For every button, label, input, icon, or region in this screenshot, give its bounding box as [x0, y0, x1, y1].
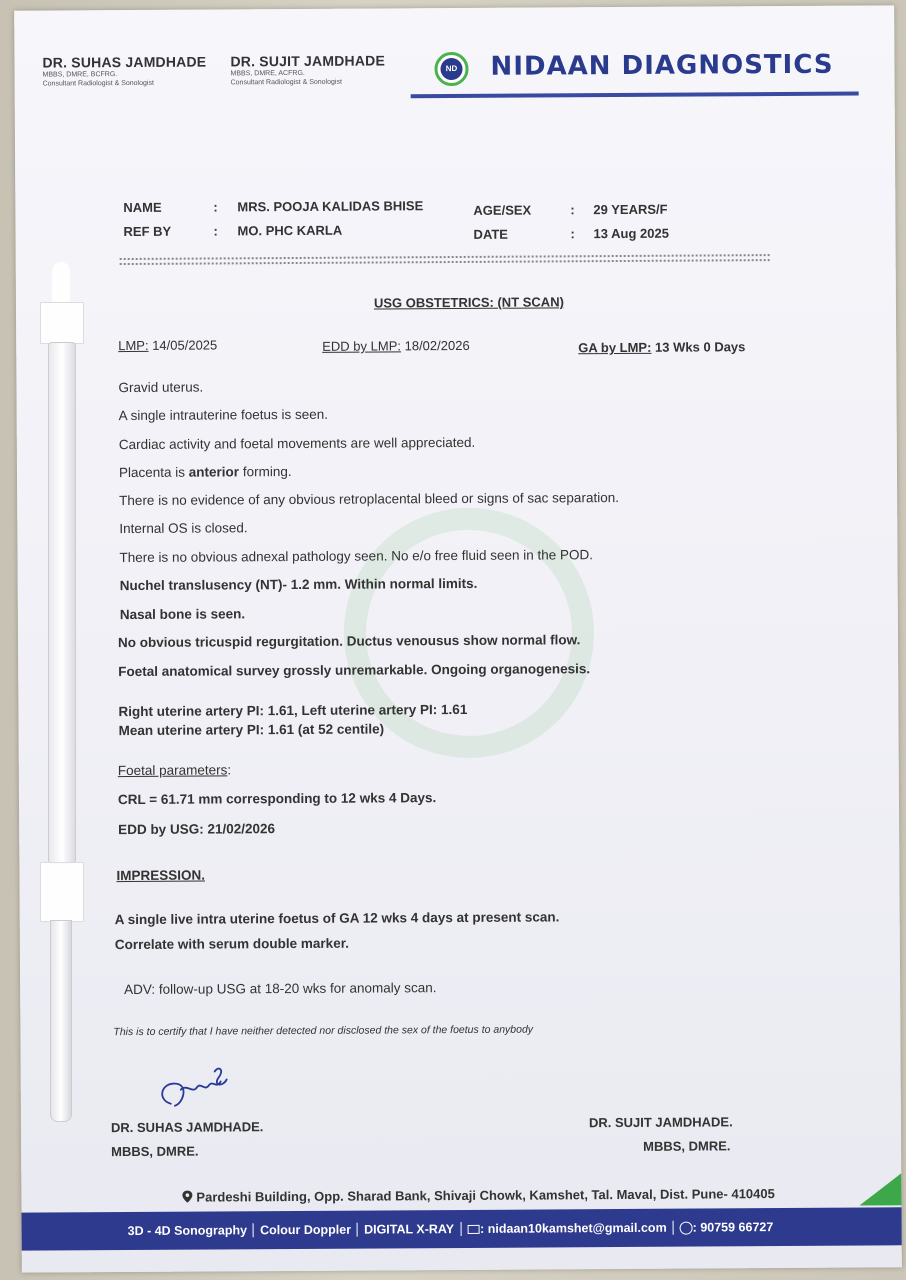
- info-divider-2: [120, 259, 770, 265]
- clip-bottom-prong: [50, 920, 72, 1122]
- corner-accent: [859, 1173, 901, 1205]
- edd-lmp-label: EDD by LMP:: [322, 338, 402, 354]
- service-item: Colour Doppler: [260, 1222, 352, 1238]
- date-colon: :: [570, 226, 575, 242]
- foetal-params-heading: [118, 762, 231, 778]
- signature-drawing: [153, 1059, 243, 1120]
- name-label: NAME: [123, 199, 162, 216]
- report-title: USG OBSTETRICS: (NT SCAN): [373, 294, 564, 311]
- agesex-label: AGE/SEX: [473, 202, 532, 218]
- ga-lmp-field: [578, 339, 745, 355]
- mail-icon: [467, 1224, 479, 1233]
- logo-text: ND: [440, 58, 462, 80]
- ga-lmp-value: 13 Wks 0 Days: [654, 339, 746, 355]
- advice-line: ADV: follow-up USG at 18-20 wks for anomaly scan.: [124, 980, 437, 998]
- finding-line: Internal OS is closed.: [119, 520, 248, 537]
- clip-top-tip: [52, 262, 70, 302]
- edd-lmp-field: [322, 338, 470, 354]
- brand-name: NIDAAN DIAGNOSTICS: [490, 49, 834, 82]
- ref-colon: :: [213, 223, 218, 239]
- clip-top-cap: [40, 302, 84, 344]
- nt-line: Nuchel translusency (NT)- 1.2 mm. Within normal limits.: [119, 575, 478, 594]
- doctor1-block: [42, 54, 206, 89]
- header-rule: [411, 92, 859, 99]
- uterine-artery-line2: Mean uterine artery PI: 1.61 (at 52 centile): [118, 721, 385, 739]
- finding-line: Gravid uterus.: [118, 379, 204, 396]
- patient-name: MRS. POOJA KALIDAS BHISE: [237, 198, 424, 215]
- separator: [673, 1221, 674, 1235]
- finding-line: Nasal bone is seen.: [119, 606, 246, 623]
- doctor1-degrees: MBBS, DMRE, BCFRG.: [42, 71, 118, 79]
- ref-value: MO. PHC KARLA: [237, 222, 343, 239]
- separator: [253, 1223, 254, 1237]
- clip-bottom-cap: [40, 862, 84, 922]
- uterine-artery-line1: Right uterine artery PI: 1.61, Left uterine artery PI: 1.61: [118, 701, 468, 720]
- finding-line: There is no evidence of any obvious retroplacental bleed or signs of sac separation.: [119, 490, 619, 509]
- footer-bar: [21, 1207, 901, 1250]
- lmp-value: 14/05/2025: [152, 337, 218, 353]
- agesex-value: 29 YEARS/F: [593, 201, 668, 218]
- report-page: [14, 5, 902, 1272]
- file-clip-strip: [34, 262, 90, 1122]
- left-signatory-name: DR. SUHAS JAMDHADE.: [110, 1119, 264, 1136]
- separator: [357, 1223, 358, 1237]
- left-signatory-degree: MBBS, DMRE.: [111, 1143, 199, 1160]
- finding-line: Foetal anatomical survey grossly unremarkable. Ongoing organogenesis.: [118, 661, 591, 680]
- finding-line: A single intrauterine foetus is seen.: [118, 406, 329, 424]
- lmp-label: LMP:: [118, 337, 149, 354]
- phone-text: : 90759 66727: [692, 1220, 774, 1235]
- phone-icon: [680, 1221, 693, 1234]
- address-text: Pardeshi Building, Opp. Sharad Bank, Shivaji Chowk, Kamshet, Tal. Maval, Dist. Pune- 410405: [196, 1186, 775, 1205]
- placenta-position: anterior: [188, 464, 240, 480]
- placenta-prefix: Placenta is: [118, 464, 189, 481]
- impression-line2: Correlate with serum double marker.: [114, 935, 349, 953]
- name-colon: :: [213, 199, 218, 215]
- right-signatory-degree: MBBS, DMRE.: [643, 1138, 731, 1154]
- placenta-line: [119, 464, 292, 480]
- doctor1-role: Consultant Radiologist & Sonologist: [42, 79, 154, 88]
- separator: [460, 1222, 461, 1236]
- doctor1-name: DR. SUHAS JAMDHADE: [42, 53, 207, 71]
- nidaan-logo: [434, 52, 468, 86]
- address-line: [181, 1186, 775, 1205]
- email-text: : nidaan10kamshet@gmail.com: [480, 1220, 667, 1236]
- service-item: 3D - 4D Sonography: [127, 1223, 248, 1239]
- impression-heading: IMPRESSION.: [116, 867, 205, 884]
- edd-lmp-value: 18/02/2026: [404, 337, 470, 354]
- location-pin-icon: [181, 1190, 193, 1204]
- agesex-colon: :: [570, 202, 575, 218]
- finding-line: There is no obvious adnexal pathology seen. No e/o free fluid seen in the POD.: [119, 547, 594, 566]
- doctor2-degrees: MBBS, DMRE, ACFRG.: [230, 69, 305, 78]
- placenta-suffix: forming.: [238, 464, 292, 480]
- ref-label: REF BY: [123, 223, 172, 240]
- date-value: 13 Aug 2025: [593, 225, 669, 242]
- lmp-field: [118, 337, 217, 353]
- date-label: DATE: [473, 226, 509, 242]
- right-signatory-name: DR. SUJIT JAMDHADE.: [588, 1114, 733, 1131]
- doctor2-name: DR. SUJIT JAMDHADE: [230, 52, 386, 70]
- impression-line1: A single live intra uterine foetus of GA 12 wks 4 days at present scan.: [114, 909, 560, 928]
- doctor2-block: [230, 52, 385, 87]
- clip-shaft: [48, 342, 76, 864]
- foetal-params-colon: :: [227, 762, 232, 778]
- certification-statement: This is to certify that I have neither detected nor disclosed the sex of the foetus to anybody: [113, 1023, 534, 1039]
- service-item: DIGITAL X-RAY: [364, 1222, 455, 1237]
- ga-lmp-label: GA by LMP:: [578, 339, 652, 356]
- crl-line: CRL = 61.71 mm corresponding to 12 wks 4 Days.: [117, 790, 437, 808]
- finding-line: No obvious tricuspid regurgitation. Ductus venousus show normal flow.: [117, 632, 581, 651]
- doctor2-role: Consultant Radiologist & Sonologist: [230, 78, 342, 87]
- edd-usg-line: EDD by USG: 21/02/2026: [118, 821, 276, 838]
- finding-line: Cardiac activity and foetal movements are well appreciated.: [118, 434, 476, 453]
- foetal-params-label: Foetal parameters: [117, 762, 228, 779]
